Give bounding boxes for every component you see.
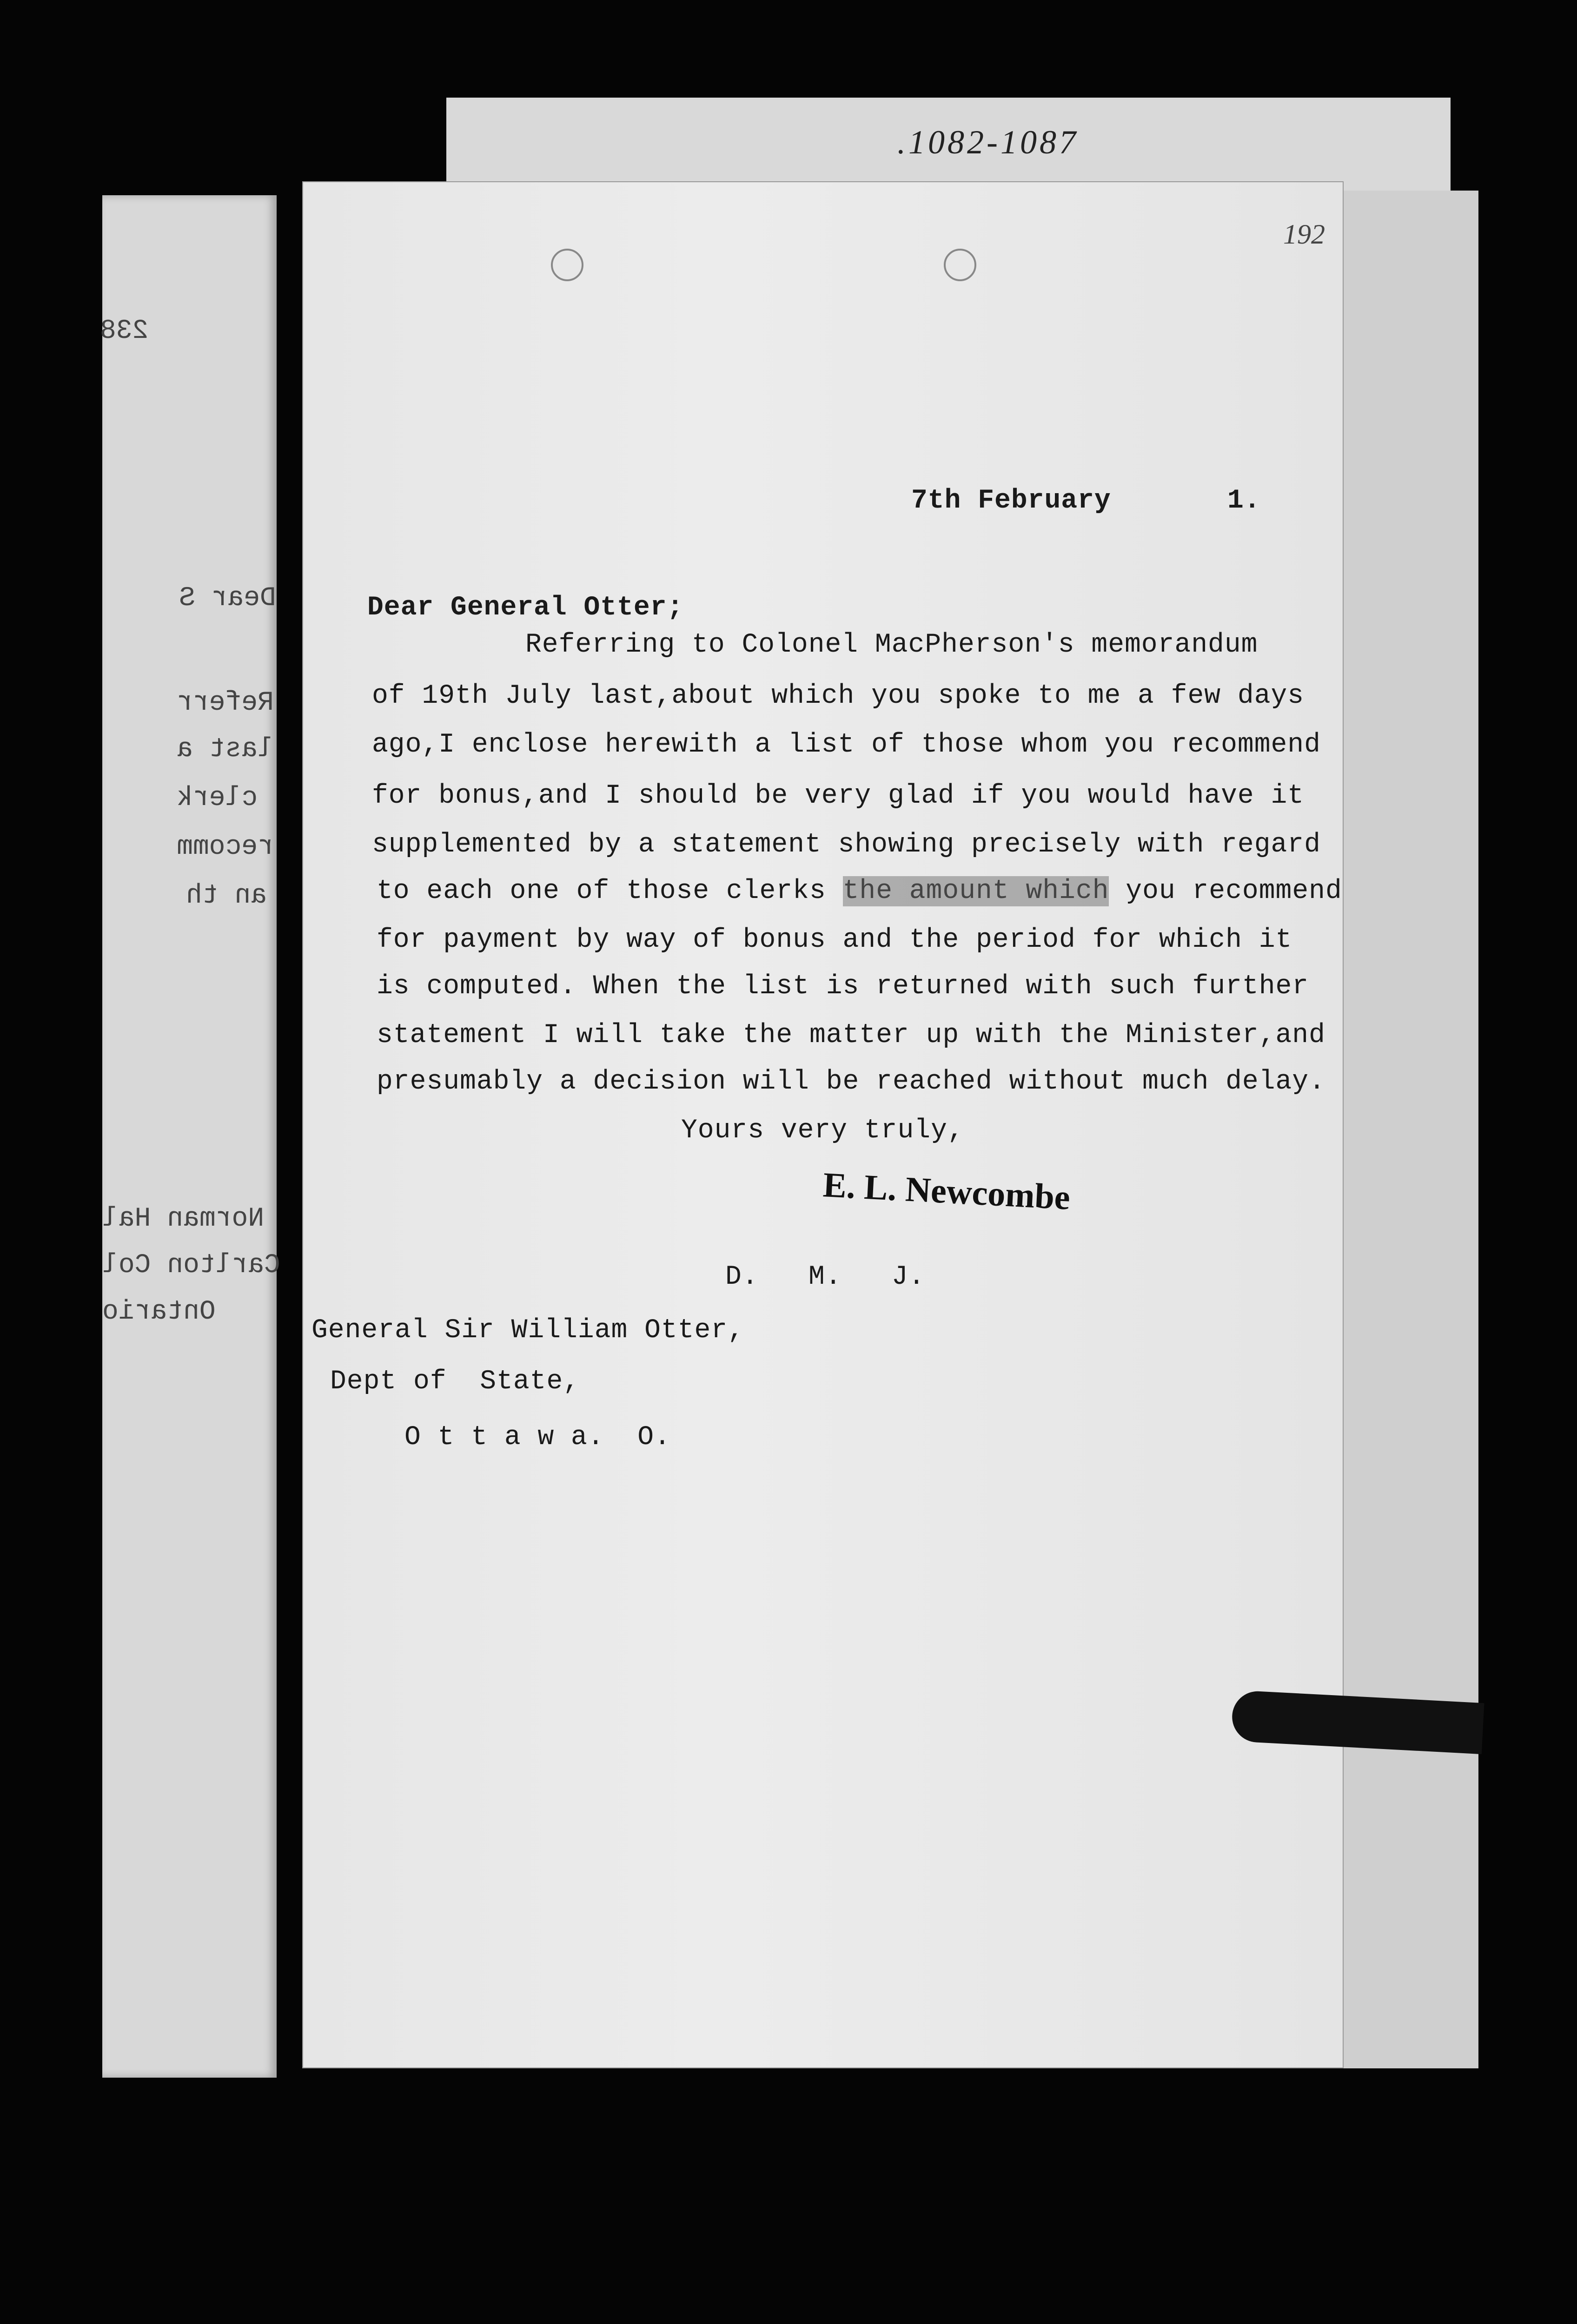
closing: Yours very truly,	[681, 1116, 964, 1146]
page-number: 192	[1283, 219, 1325, 250]
left-page-fragment: recomm	[177, 832, 274, 862]
letter-date: 7th February	[911, 486, 1111, 516]
left-page-fragment: last a	[177, 734, 274, 765]
left-page-fragment: clerk	[177, 783, 258, 813]
body-line: presumably a decision will be reached without much delay.	[377, 1067, 1325, 1097]
letter-year: 1.	[1227, 486, 1261, 516]
recipient-city: O t t a w a. O.	[404, 1422, 671, 1452]
initials: D. M. J.	[725, 1262, 925, 1292]
body-line: to each one of those clerks the amount which you recommend	[377, 876, 1342, 906]
file-number-stamp: .1082-1087	[897, 124, 1079, 161]
body-line: of 19th July last,about which you spoke to me a few days	[372, 681, 1305, 711]
left-page-fragment: Dear S	[179, 583, 276, 614]
punch-hole-icon	[944, 249, 976, 281]
recipient-name: General Sir William Otter,	[311, 1315, 744, 1346]
left-page-fragment: 238	[100, 316, 149, 346]
left-page-fragment: Referr	[177, 688, 274, 718]
recipient-dept: Dept of State,	[330, 1367, 580, 1397]
body-line: supplemented by a statement showing precisely with regard	[372, 830, 1321, 860]
left-page-fragment: Ontario	[102, 1297, 216, 1327]
struck-text: the amount which	[842, 876, 1109, 906]
body-line: for bonus,and I should be very glad if you would have it	[372, 781, 1305, 811]
left-page-fragment: an th	[186, 881, 267, 911]
body-line: statement I will take the matter up with the Minister,and	[377, 1020, 1325, 1050]
left-page	[102, 195, 277, 2078]
back-sheet-right	[1339, 191, 1478, 2068]
punch-hole-icon	[551, 249, 583, 281]
left-page-fragment: Carlton Col	[102, 1250, 280, 1281]
body-line: is computed. When the list is returned with such further	[377, 971, 1309, 1002]
body-line: Referring to Colonel MacPherson's memorandum	[525, 630, 1258, 660]
salutation: Dear General Otter;	[367, 593, 684, 623]
body-line: ago,I enclose herewith a list of those whom you recommend	[372, 730, 1321, 760]
body-line: for payment by way of bonus and the period for which it	[377, 925, 1292, 955]
signature: E. L. Newcombe	[822, 1165, 1071, 1217]
left-page-fragment: Norman Hal	[102, 1204, 265, 1234]
